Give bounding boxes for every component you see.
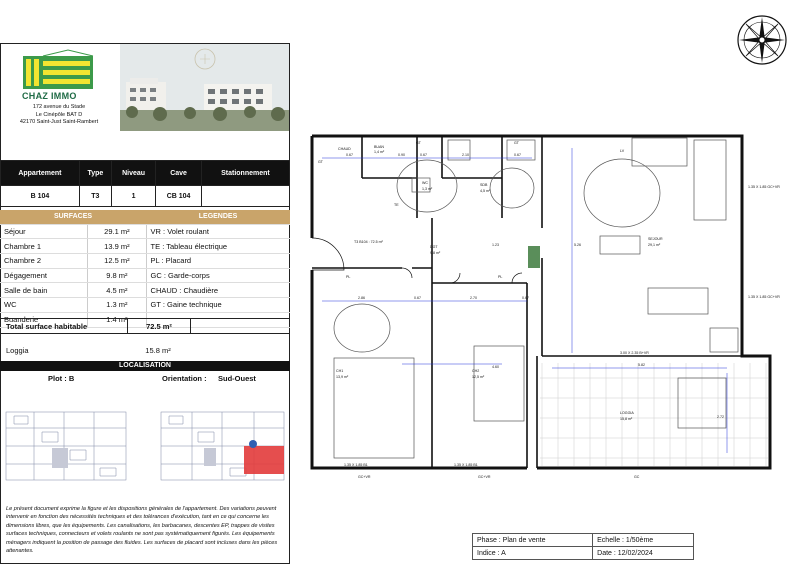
pl-label: PL (346, 275, 351, 279)
room-area-sejour: 29,1 m² (648, 243, 661, 247)
chaud-label: CHAUD (338, 147, 351, 151)
dimension-label: 4.60 (492, 365, 499, 369)
room-name: Chambre 2 (0, 254, 88, 269)
room-name: Buanderie (0, 312, 88, 327)
dimension-label: 0.67 (414, 296, 421, 300)
lv-label: LV (620, 149, 625, 153)
room-name: Dégagement (0, 268, 88, 283)
side-window-label: 1.35 X 1.85 GC+VR (748, 295, 780, 299)
legend-item: GC : Garde-corps (146, 268, 290, 283)
room-area-sdb: 4,5 m² (480, 189, 491, 193)
room-label-buan: BUAN (374, 145, 384, 149)
window-label: 3.00 X 2.35 B+VR (620, 351, 649, 355)
room-area-ch1: 13,9 m² (336, 375, 349, 379)
room-area-buan: 1,4 m² (374, 150, 385, 154)
legend-item: CHAUD : Chaudière (146, 283, 290, 298)
legend-item: VR : Volet roulant (146, 224, 290, 239)
address-line: Le Cinépôle BAT D (35, 111, 83, 118)
room-area: 13.9 m² (88, 239, 146, 254)
room-name: Salle de bain (0, 283, 88, 298)
pl-label: PL (498, 275, 503, 279)
dimension-label: 0.67 (514, 153, 521, 157)
total-value: 72.5 m² (128, 319, 191, 334)
disclaimer-note: Le présent document exprime la figure et les dispositions générales de l'appartement. Des variations peuvent intervenir en fonction des nécessités techniques et des tolérances d'exécution, tant en ce qui concerne les dimensions libres, que les équipements. Les canalisations, les barbacanes, descentes EP, trappes de visites surfaces techniques, connecteurs et volets roulants ne sont pas systématiquement figurés. Les équipements ménagers indiquent la position de passage des fluides. Les surfaces de placard sont incluses dans les pièces attenantes. (6, 506, 278, 555)
room-area-wc: 1,3 m² (422, 187, 433, 191)
value-cell (201, 186, 289, 207)
room-label-ch2: CH2 (472, 369, 480, 373)
gt-label: GT (514, 141, 519, 145)
room-label-sejour: SEJOUR (648, 237, 663, 241)
empty-cell (189, 345, 290, 356)
side-window-label: 1.35 X 1.85 GC+VR (748, 185, 780, 189)
window-label: 1.35 X 1.85 B1 (344, 463, 368, 467)
phase-table (472, 533, 694, 560)
empty-cell (191, 319, 291, 334)
header-cell: Niveau (111, 161, 155, 186)
dimension-label: 0.90 (398, 153, 405, 157)
dimension-label: 5.82 (638, 363, 645, 367)
company-address (5, 104, 113, 127)
value-cell: CB 104 (156, 186, 202, 207)
legend-item: TE : Tableau électrique (146, 239, 290, 254)
loggia-value: 15.8 m² (145, 346, 171, 355)
dimension-label: 1.23 (492, 243, 499, 247)
legendes-band: LEGENDES (146, 210, 290, 224)
localisation-band: LOCALISATION (0, 361, 290, 371)
room-label-loggia: LOGGIA (620, 411, 634, 415)
orientation-value: Sud-Ouest (218, 374, 256, 383)
gt-label: GT (416, 141, 421, 145)
header-cell: Type (79, 161, 111, 186)
indice-cell: Indice : A (473, 547, 593, 560)
room-area: 9.8 m² (88, 268, 146, 283)
dimension-label: 2.10 (462, 153, 469, 157)
dimension-label: 2.72 (717, 415, 724, 419)
surface-row (0, 224, 290, 239)
header-row (1, 161, 290, 186)
legend-item: PL : Placard (146, 254, 290, 269)
room-area: 12.5 m² (88, 254, 146, 269)
address-line: 172 avenue du Stade (32, 104, 86, 110)
window-label: 1.35 X 1.85 B1 (454, 463, 478, 467)
dimension-label: 2.70 (470, 296, 477, 300)
loggia-label: Loggia (6, 346, 29, 355)
dimension-label: 0.67 (522, 296, 529, 300)
surface-row (0, 254, 290, 269)
address-line: 42170 Saint-Just Saint-Rambert (19, 119, 99, 125)
value-cell: B 104 (1, 186, 80, 207)
room-name: Chambre 1 (0, 239, 88, 254)
room-area-degt: 9,8 m² (430, 251, 441, 255)
room-area-loggia: 15,8 m² (620, 417, 633, 421)
surface-row (0, 283, 290, 298)
room-label-degt: DGT (430, 245, 438, 249)
value-cell: 1 (111, 186, 155, 207)
room-name: WC (0, 298, 88, 313)
surfaces-table (0, 210, 290, 328)
room-name: Séjour (0, 224, 88, 239)
section-band-row (0, 210, 290, 224)
header-cell: Stationnement (201, 161, 289, 186)
company-name: CHAZ IMMO (22, 91, 77, 101)
room-area: 1.4 m² (88, 312, 146, 327)
room-area: 4.5 m² (88, 283, 146, 298)
localisation-row (0, 372, 290, 386)
plot-label: Plot : B (48, 374, 75, 383)
surface-row (0, 268, 290, 283)
apartment-label: T3 B104 : 72.5 m² (354, 240, 383, 244)
orientation-label: Orientation : (162, 374, 207, 383)
surfaces-band: SURFACES (0, 210, 146, 224)
total-row (0, 318, 290, 334)
room-label-ch1: CH1 (336, 369, 344, 373)
room-label-wc: WC (422, 181, 428, 185)
echelle-cell: Echelle : 1/50ème (593, 534, 694, 547)
floor-plan (302, 118, 780, 488)
value-row (1, 186, 290, 207)
dimension-label: 2.86 (358, 296, 365, 300)
gcvr-label: GC+VR (358, 475, 371, 479)
surface-row (0, 298, 290, 313)
room-area: 29.1 m² (88, 224, 146, 239)
loggia-row (0, 345, 290, 356)
room-area: 1.3 m² (88, 298, 146, 313)
surface-row (0, 239, 290, 254)
legend-item: GT : Gaine technique (146, 298, 290, 313)
dimension-label: 5.26 (574, 243, 581, 247)
dimension-label: 0.67 (346, 153, 353, 157)
apartment-header-table (0, 160, 290, 207)
compass-rose-icon (735, 13, 789, 67)
gt-label: GT (318, 160, 323, 164)
value-cell: T3 (79, 186, 111, 207)
localisation-plans-image (4, 408, 286, 486)
room-area-ch2: 12,5 m² (472, 375, 485, 379)
building-render-image (120, 44, 289, 131)
header-cell: Appartement (1, 161, 80, 186)
te-label: TE (394, 203, 399, 207)
company-logo (23, 56, 93, 89)
gcvr-label: GC+VR (478, 475, 491, 479)
dimension-label: 0.67 (420, 153, 427, 157)
date-cell: Date : 12/02/2024 (593, 547, 694, 560)
gc-label: GC (634, 475, 640, 479)
header-cell: Cave (156, 161, 202, 186)
room-label-sdb: SDB (480, 183, 488, 187)
total-label: Total surface habitable (0, 319, 128, 334)
phase-cell: Phase : Plan de vente (473, 534, 593, 547)
